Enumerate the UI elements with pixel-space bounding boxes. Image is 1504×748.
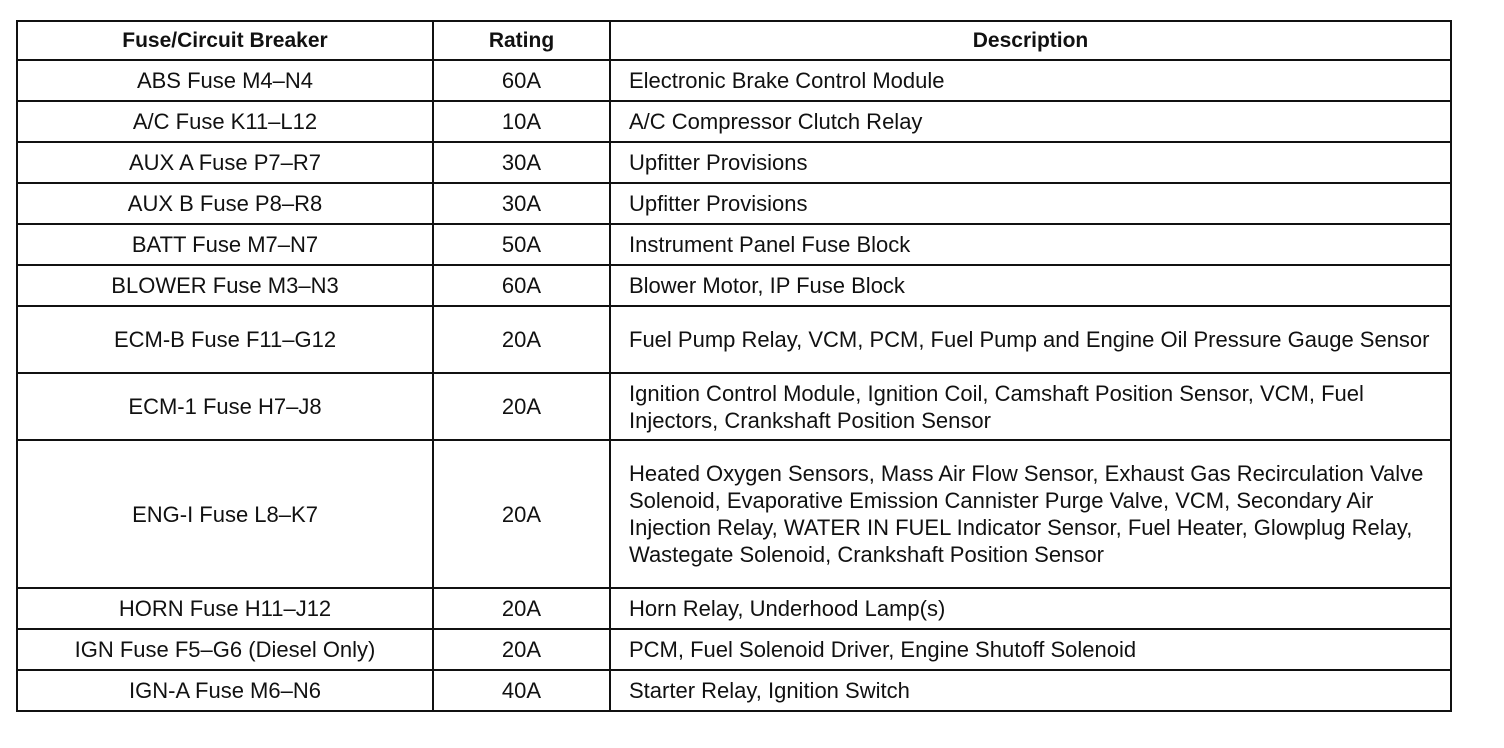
cell-rating: 50A xyxy=(433,224,610,265)
header-rating: Rating xyxy=(433,21,610,60)
table-row xyxy=(17,101,1451,142)
cell-description: Electronic Brake Control Module xyxy=(610,60,1451,101)
cell-rating: 20A xyxy=(433,306,610,373)
table-row xyxy=(17,670,1451,711)
fuse-table xyxy=(16,20,1452,712)
table-row xyxy=(17,373,1451,440)
table-row xyxy=(17,629,1451,670)
cell-fuse: BATT Fuse M7–N7 xyxy=(17,224,433,265)
cell-description: PCM, Fuel Solenoid Driver, Engine Shutoff Solenoid xyxy=(610,629,1451,670)
table-row xyxy=(17,224,1451,265)
cell-fuse: ECM-B Fuse F11–G12 xyxy=(17,306,433,373)
table-row xyxy=(17,142,1451,183)
header-fuse: Fuse/Circuit Breaker xyxy=(17,21,433,60)
cell-fuse: AUX A Fuse P7–R7 xyxy=(17,142,433,183)
cell-fuse: IGN Fuse F5–G6 (Diesel Only) xyxy=(17,629,433,670)
cell-rating: 30A xyxy=(433,142,610,183)
table-row xyxy=(17,60,1451,101)
cell-rating: 60A xyxy=(433,60,610,101)
cell-rating: 30A xyxy=(433,183,610,224)
cell-fuse: ECM-1 Fuse H7–J8 xyxy=(17,373,433,440)
cell-fuse: AUX B Fuse P8–R8 xyxy=(17,183,433,224)
cell-description: Blower Motor, IP Fuse Block xyxy=(610,265,1451,306)
cell-fuse: IGN-A Fuse M6–N6 xyxy=(17,670,433,711)
header-description: Description xyxy=(610,21,1451,60)
table-header xyxy=(17,21,1451,60)
cell-rating: 20A xyxy=(433,440,610,588)
table-row xyxy=(17,588,1451,629)
cell-fuse: ABS Fuse M4–N4 xyxy=(17,60,433,101)
cell-description: Heated Oxygen Sensors, Mass Air Flow Sensor, Exhaust Gas Recirculation Valve Solenoid, Evaporative Emission Cannister Purge Valve, VCM, Secondary Air Injection Relay, WATER IN FUEL Indicator Sensor, Fuel Heater, Glowplug Relay, Wastegate Solenoid, Crankshaft Position Sensor xyxy=(610,440,1451,588)
cell-rating: 60A xyxy=(433,265,610,306)
table-row xyxy=(17,306,1451,373)
cell-rating: 20A xyxy=(433,373,610,440)
table-row xyxy=(17,265,1451,306)
cell-fuse: BLOWER Fuse M3–N3 xyxy=(17,265,433,306)
cell-rating: 40A xyxy=(433,670,610,711)
cell-description: Horn Relay, Underhood Lamp(s) xyxy=(610,588,1451,629)
table-row xyxy=(17,440,1451,588)
cell-fuse: HORN Fuse H11–J12 xyxy=(17,588,433,629)
cell-description: A/C Compressor Clutch Relay xyxy=(610,101,1451,142)
cell-description: Starter Relay, Ignition Switch xyxy=(610,670,1451,711)
cell-rating: 20A xyxy=(433,588,610,629)
cell-description: Instrument Panel Fuse Block xyxy=(610,224,1451,265)
cell-description: Ignition Control Module, Ignition Coil, Camshaft Position Sensor, VCM, Fuel Injectors, Crankshaft Position Sensor xyxy=(610,373,1451,440)
cell-description: Fuel Pump Relay, VCM, PCM, Fuel Pump and Engine Oil Pressure Gauge Sensor xyxy=(610,306,1451,373)
cell-rating: 10A xyxy=(433,101,610,142)
cell-fuse: A/C Fuse K11–L12 xyxy=(17,101,433,142)
cell-description: Upfitter Provisions xyxy=(610,183,1451,224)
cell-fuse: ENG-I Fuse L8–K7 xyxy=(17,440,433,588)
header-row xyxy=(17,21,1451,60)
cell-rating: 20A xyxy=(433,629,610,670)
table-row xyxy=(17,183,1451,224)
table-body xyxy=(17,60,1451,711)
cell-description: Upfitter Provisions xyxy=(610,142,1451,183)
